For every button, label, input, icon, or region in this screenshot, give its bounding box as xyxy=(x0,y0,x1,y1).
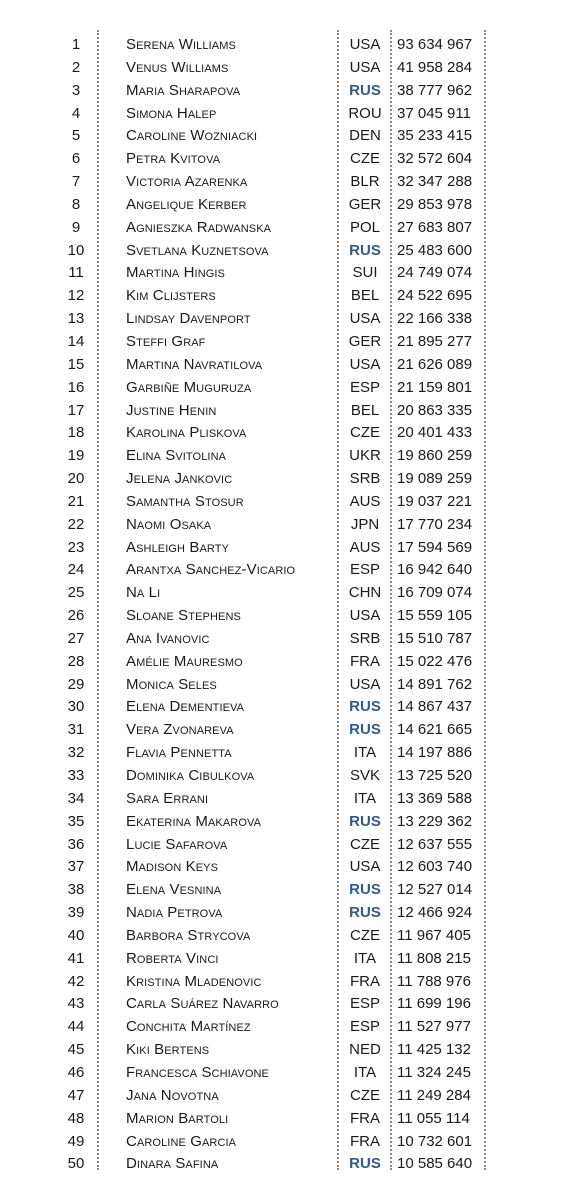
table-row xyxy=(0,1153,582,1176)
country-cell: GER xyxy=(348,332,382,350)
player-name-cell: Monica Seles xyxy=(126,675,217,693)
prize-money-cell: 32 347 288 xyxy=(397,173,473,191)
table-row xyxy=(0,331,582,354)
player-name-cell: Lucie Safarova xyxy=(126,835,228,853)
country-cell: SRB xyxy=(349,470,381,488)
prize-money-cell: 27 683 807 xyxy=(397,218,473,236)
rank-cell: 24 xyxy=(67,561,85,579)
rank-cell: 19 xyxy=(67,447,85,465)
table-row xyxy=(0,696,582,719)
rank-cell: 37 xyxy=(67,858,85,876)
rank-cell: 2 xyxy=(71,58,81,76)
player-name-cell: Svetlana Kuznetsova xyxy=(126,241,269,259)
prize-money-cell: 19 089 259 xyxy=(397,470,473,488)
player-name-cell: Elena Vesnina xyxy=(126,881,222,899)
table-row xyxy=(0,902,582,925)
player-name-cell: Na Li xyxy=(126,584,161,602)
player-name-cell: Martina Hingis xyxy=(126,264,225,282)
country-cell: FRA xyxy=(350,1132,380,1150)
rank-cell: 39 xyxy=(67,904,85,922)
country-cell: SUI xyxy=(352,264,378,282)
table-row xyxy=(0,1039,582,1062)
rank-cell: 30 xyxy=(67,698,85,716)
prize-money-cell: 11 425 132 xyxy=(397,1041,471,1059)
rank-cell: 40 xyxy=(67,926,85,944)
table-row xyxy=(0,80,582,103)
player-name-cell: Ekaterina Makarova xyxy=(126,812,262,830)
player-name-cell: Carla Suárez Navarro xyxy=(126,995,279,1013)
prize-money-cell: 16 942 640 xyxy=(397,561,473,579)
prize-money-cell: 32 572 604 xyxy=(397,150,473,168)
prize-money-cell: 11 699 196 xyxy=(397,995,471,1013)
rank-cell: 31 xyxy=(67,721,85,739)
country-cell: CZE xyxy=(350,424,380,442)
country-cell: RUS xyxy=(349,81,381,99)
country-cell: USA xyxy=(349,36,381,53)
rank-cell: 7 xyxy=(71,173,81,191)
table-row xyxy=(0,514,582,537)
rank-cell: 32 xyxy=(67,744,85,762)
prize-money-cell: 21 159 801 xyxy=(397,378,473,396)
player-name-cell: Ashleigh Barty xyxy=(126,538,230,556)
table-row xyxy=(0,879,582,902)
country-cell: USA xyxy=(349,607,381,625)
table-row xyxy=(0,171,582,194)
rank-cell: 20 xyxy=(67,470,85,488)
rank-cell: 9 xyxy=(71,218,81,236)
rank-cell: 45 xyxy=(67,1041,85,1059)
player-name-cell: Maria Sharapova xyxy=(126,81,241,99)
country-cell: USA xyxy=(349,858,381,876)
country-cell: FRA xyxy=(350,1109,380,1127)
rank-cell: 13 xyxy=(67,310,85,328)
prize-money-cell: 19 860 259 xyxy=(397,447,473,465)
prize-money-cell: 11 527 977 xyxy=(397,1018,471,1036)
rank-cell: 43 xyxy=(67,995,85,1013)
table-row xyxy=(0,1062,582,1085)
country-cell: FRA xyxy=(350,972,380,990)
player-name-cell: Ana Ivanovic xyxy=(126,629,210,647)
table-row xyxy=(0,354,582,377)
table-row xyxy=(0,1085,582,1108)
player-name-cell: Amélie Mauresmo xyxy=(126,652,243,670)
table-row xyxy=(0,103,582,126)
rank-cell: 42 xyxy=(67,972,85,990)
table-row xyxy=(0,582,582,605)
prize-money-cell: 35 233 415 xyxy=(397,127,473,145)
rank-cell: 12 xyxy=(67,287,85,305)
table-row xyxy=(0,194,582,217)
player-name-cell: Sara Errani xyxy=(126,789,209,807)
player-name-cell: Jana Novotna xyxy=(126,1086,219,1104)
table-row xyxy=(0,308,582,331)
country-cell: RUS xyxy=(349,881,381,899)
rank-cell: 3 xyxy=(71,81,81,99)
table-row xyxy=(0,34,582,57)
prize-money-cell: 13 229 362 xyxy=(397,812,473,830)
player-name-cell: Simona Halep xyxy=(126,104,217,122)
table-row xyxy=(0,57,582,80)
country-cell: USA xyxy=(349,58,381,76)
table-row xyxy=(0,240,582,263)
prize-money-cell: 11 808 215 xyxy=(397,949,471,967)
player-name-cell: Conchita Martínez xyxy=(126,1018,251,1036)
country-cell: USA xyxy=(349,355,381,373)
table-row xyxy=(0,559,582,582)
country-cell: ITA xyxy=(353,744,377,762)
rank-cell: 49 xyxy=(67,1132,85,1150)
country-cell: ESP xyxy=(349,561,380,579)
rank-cell: 38 xyxy=(67,881,85,899)
prize-money-cell: 21 626 089 xyxy=(397,355,473,373)
country-cell: USA xyxy=(349,310,381,328)
table-row xyxy=(0,285,582,308)
rank-cell: 16 xyxy=(67,378,85,396)
prize-money-cell: 15 510 787 xyxy=(397,629,473,647)
player-name-cell: Jelena Jankovic xyxy=(126,470,233,488)
country-cell: RUS xyxy=(349,904,381,922)
player-name-cell: Caroline Garcia xyxy=(126,1132,237,1150)
player-name-cell: Sloane Stephens xyxy=(126,607,241,625)
rank-cell: 5 xyxy=(71,127,81,145)
prize-money-cell: 29 853 978 xyxy=(397,195,473,213)
prize-money-cell: 24 749 074 xyxy=(397,264,473,282)
table-row xyxy=(0,422,582,445)
country-cell: GER xyxy=(348,195,382,213)
prize-money-cell: 14 621 665 xyxy=(397,721,473,739)
prize-money-cell: 14 197 886 xyxy=(397,744,473,762)
rank-cell: 14 xyxy=(67,332,85,350)
player-name-cell: Naomi Osaka xyxy=(126,515,212,533)
rank-cell: 41 xyxy=(67,949,85,967)
country-cell: ESP xyxy=(349,1018,380,1036)
prize-money-cell: 11 249 284 xyxy=(397,1086,471,1104)
country-cell: CZE xyxy=(350,1086,380,1104)
prize-money-cell: 21 895 277 xyxy=(397,332,473,350)
prize-money-cell: 14 891 762 xyxy=(397,675,473,693)
country-cell: SVK xyxy=(349,767,380,784)
prize-money-cell: 19 037 221 xyxy=(397,492,473,510)
table-row xyxy=(0,788,582,811)
country-cell: CZE xyxy=(350,926,380,944)
player-name-cell: Dinara Safina xyxy=(126,1155,219,1173)
table-row xyxy=(0,993,582,1016)
player-name-cell: Steffi Graf xyxy=(126,332,206,350)
country-cell: ITA xyxy=(353,949,377,967)
table-row xyxy=(0,765,582,788)
rank-cell: 6 xyxy=(71,150,81,168)
prize-money-cell: 17 770 234 xyxy=(397,515,473,533)
player-name-cell: Garbiñe Muguruza xyxy=(126,378,252,396)
player-name-cell: Caroline Wozniacki xyxy=(126,127,258,145)
rank-cell: 35 xyxy=(67,812,85,830)
prize-money-cell: 16 709 074 xyxy=(397,584,473,602)
player-name-cell: Francesca Schiavone xyxy=(126,1063,269,1081)
player-name-cell: Venus Williams xyxy=(126,58,229,76)
prize-money-cell: 11 055 114 xyxy=(397,1109,470,1127)
player-name-cell: Elina Svitolina xyxy=(126,447,227,465)
rank-cell: 18 xyxy=(67,424,85,442)
table-row xyxy=(0,537,582,560)
player-name-cell: Petra Kvitova xyxy=(126,150,221,168)
country-cell: BLR xyxy=(350,173,380,191)
table-row xyxy=(0,468,582,491)
prize-money-cell: 11 788 976 xyxy=(397,972,471,990)
table-row xyxy=(0,925,582,948)
prize-money-cell: 25 483 600 xyxy=(397,241,473,259)
table-row xyxy=(0,834,582,857)
player-name-cell: Serena Williams xyxy=(126,36,236,53)
table-row xyxy=(0,1131,582,1154)
table-row xyxy=(0,811,582,834)
country-cell: BEL xyxy=(350,401,380,419)
rank-cell: 25 xyxy=(67,584,85,602)
rank-cell: 34 xyxy=(67,789,85,807)
table-row xyxy=(0,1108,582,1131)
player-name-cell: Madison Keys xyxy=(126,858,219,876)
player-name-cell: Lindsay Davenport xyxy=(126,310,251,328)
ranking-table xyxy=(0,34,582,1176)
table-row xyxy=(0,262,582,285)
country-cell: DEN xyxy=(349,127,381,145)
prize-money-cell: 12 603 740 xyxy=(397,858,473,876)
country-cell: USA xyxy=(349,675,381,693)
prize-money-cell: 17 594 569 xyxy=(397,538,473,556)
rank-cell: 28 xyxy=(67,652,85,670)
player-name-cell: Nadia Petrova xyxy=(126,904,223,922)
prize-money-cell: 14 867 437 xyxy=(397,698,473,716)
table-row xyxy=(0,377,582,400)
rank-cell: 10 xyxy=(67,241,85,259)
country-cell: ESP xyxy=(349,378,380,396)
table-row xyxy=(0,651,582,674)
table-row xyxy=(0,445,582,468)
country-cell: ESP xyxy=(349,995,380,1013)
player-name-cell: Kiki Bertens xyxy=(126,1041,210,1059)
country-cell: UKR xyxy=(349,447,381,465)
country-cell: AUS xyxy=(349,492,381,510)
rank-cell: 46 xyxy=(67,1063,85,1081)
table-row xyxy=(0,628,582,651)
rank-cell: 33 xyxy=(67,767,85,784)
country-cell: RUS xyxy=(349,812,381,830)
country-cell: SRB xyxy=(349,629,381,647)
player-name-cell: Kim Clijsters xyxy=(126,287,216,305)
country-cell: ITA xyxy=(353,1063,377,1081)
country-cell: ROU xyxy=(348,104,382,122)
table-row xyxy=(0,742,582,765)
player-name-cell: Marion Bartoli xyxy=(126,1109,229,1127)
player-name-cell: Elena Dementieva xyxy=(126,698,245,716)
rank-cell: 1 xyxy=(71,36,81,53)
rank-cell: 21 xyxy=(67,492,85,510)
prize-money-cell: 13 725 520 xyxy=(397,767,473,784)
player-name-cell: Barbora Strycova xyxy=(126,926,251,944)
player-name-cell: Martina Navratilova xyxy=(126,355,263,373)
prize-money-cell: 11 324 245 xyxy=(397,1063,471,1081)
country-cell: BEL xyxy=(350,287,380,305)
player-name-cell: Victoria Azarenka xyxy=(126,173,248,191)
rank-cell: 22 xyxy=(67,515,85,533)
rank-cell: 26 xyxy=(67,607,85,625)
prize-money-cell: 10 732 601 xyxy=(397,1132,473,1150)
player-name-cell: Angelique Kerber xyxy=(126,195,247,213)
prize-money-cell: 22 166 338 xyxy=(397,310,473,328)
table-row xyxy=(0,719,582,742)
rank-cell: 44 xyxy=(67,1018,85,1036)
country-cell: JPN xyxy=(350,515,380,533)
player-name-cell: Agnieszka Radwanska xyxy=(126,218,272,236)
table-row xyxy=(0,491,582,514)
country-cell: RUS xyxy=(349,1155,381,1173)
rank-cell: 29 xyxy=(67,675,85,693)
table-row xyxy=(0,856,582,879)
country-cell: CZE xyxy=(350,835,380,853)
country-cell: NED xyxy=(349,1041,381,1059)
player-name-cell: Kristina Mladenovic xyxy=(126,972,262,990)
rank-cell: 23 xyxy=(67,538,85,556)
prize-money-cell: 38 777 962 xyxy=(397,81,473,99)
rank-cell: 11 xyxy=(68,264,84,282)
country-cell: FRA xyxy=(350,652,380,670)
prize-money-cell: 93 634 967 xyxy=(397,36,473,53)
country-cell: RUS xyxy=(349,698,381,716)
player-name-cell: Samantha Stosur xyxy=(126,492,244,510)
prize-money-cell: 15 022 476 xyxy=(397,652,473,670)
country-cell: CZE xyxy=(350,150,380,168)
prize-money-cell: 10 585 640 xyxy=(397,1155,473,1173)
country-cell: POL xyxy=(349,218,380,236)
prize-money-cell: 15 559 105 xyxy=(397,607,473,625)
player-name-cell: Roberta Vinci xyxy=(126,949,219,967)
table-row xyxy=(0,148,582,171)
rank-cell: 27 xyxy=(67,629,85,647)
country-cell: CHN xyxy=(348,584,382,602)
prize-money-cell: 11 967 405 xyxy=(397,926,471,944)
table-row xyxy=(0,217,582,240)
prize-money-cell: 12 637 555 xyxy=(397,835,473,853)
table-row xyxy=(0,948,582,971)
country-cell: AUS xyxy=(349,538,381,556)
prize-money-cell: 12 527 014 xyxy=(397,881,473,899)
rank-cell: 4 xyxy=(71,104,81,122)
rank-cell: 15 xyxy=(67,355,85,373)
table-row xyxy=(0,400,582,423)
rank-cell: 17 xyxy=(67,401,85,419)
player-name-cell: Arantxa Sanchez-Vicario xyxy=(126,561,296,579)
country-cell: RUS xyxy=(349,241,381,259)
table-row xyxy=(0,971,582,994)
table-row xyxy=(0,1016,582,1039)
table-row xyxy=(0,674,582,697)
player-name-cell: Justine Henin xyxy=(126,401,217,419)
player-name-cell: Flavia Pennetta xyxy=(126,744,232,762)
table-row xyxy=(0,605,582,628)
prize-money-cell: 20 401 433 xyxy=(397,424,473,442)
prize-money-cell: 13 369 588 xyxy=(397,789,473,807)
rank-cell: 36 xyxy=(67,835,85,853)
rank-cell: 48 xyxy=(67,1109,85,1127)
prize-money-cell: 41 958 284 xyxy=(397,58,473,76)
prize-money-cell: 12 466 924 xyxy=(397,904,473,922)
player-name-cell: Dominika Cibulkova xyxy=(126,767,255,784)
prize-money-cell: 20 863 335 xyxy=(397,401,473,419)
rank-cell: 8 xyxy=(71,195,81,213)
player-name-cell: Vera Zvonareva xyxy=(126,721,234,739)
player-name-cell: Karolina Pliskova xyxy=(126,424,247,442)
rank-cell: 47 xyxy=(67,1086,85,1104)
country-cell: RUS xyxy=(349,721,381,739)
table-row xyxy=(0,125,582,148)
prize-money-cell: 24 522 695 xyxy=(397,287,473,305)
rank-cell: 50 xyxy=(67,1155,85,1173)
country-cell: ITA xyxy=(353,789,377,807)
prize-money-cell: 37 045 911 xyxy=(397,104,471,122)
